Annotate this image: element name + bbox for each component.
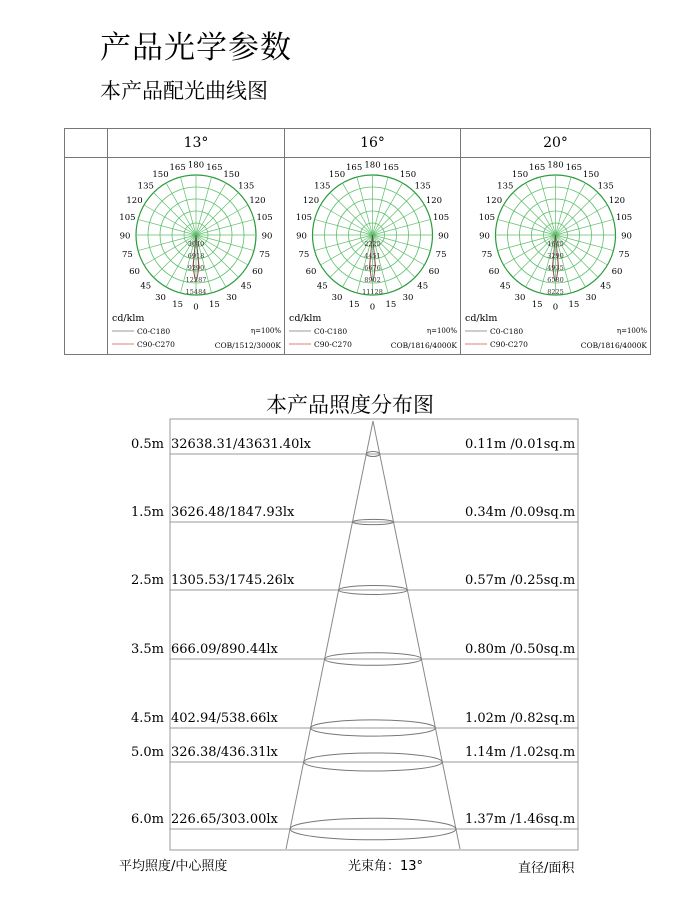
polar-angle-label: 120 bbox=[608, 196, 626, 206]
illuminance-value: 402.94/538.66lx bbox=[171, 711, 278, 726]
polar-angle-label: 90 bbox=[296, 231, 307, 242]
beam-left-edge bbox=[286, 421, 373, 849]
polar-angle-label: 135 bbox=[597, 181, 614, 192]
diameter-area-value: 0.80m /0.50sq.m bbox=[465, 642, 576, 657]
polar-angle-label: 45 bbox=[499, 281, 511, 292]
polar-angle-label: 120 bbox=[425, 196, 443, 206]
distance-label: 3.5m bbox=[131, 642, 165, 657]
polar-angle-label: 105 bbox=[256, 213, 273, 224]
polar-angle-label: 45 bbox=[140, 281, 152, 292]
polar-angle-label: 90 bbox=[261, 231, 273, 242]
diameter-area-value: 1.37m /1.46sq.m bbox=[465, 812, 576, 827]
polar-ring-value: 2225 bbox=[364, 240, 381, 248]
polar-angle-label: 150 bbox=[328, 170, 346, 181]
polar-angle-label: 150 bbox=[399, 170, 417, 181]
polar-angle-label: 180 bbox=[187, 160, 205, 171]
polar-angle-label: 135 bbox=[238, 181, 255, 192]
polar-angle-label: 90 bbox=[438, 231, 449, 242]
section-title-polar: 本产品配光曲线图 bbox=[100, 79, 268, 103]
polar-angle-label: 15 bbox=[172, 300, 184, 311]
polar-angle-label: 135 bbox=[497, 181, 514, 192]
polar-angle-label: 45 bbox=[417, 281, 429, 292]
panel-spec: COB/1816/4000K bbox=[580, 341, 647, 350]
polar-angle-label: 15 bbox=[385, 300, 397, 311]
illuminance-value: 666.09/890.44lx bbox=[171, 642, 278, 657]
illuminance-value: 226.65/303.00lx bbox=[171, 812, 278, 827]
legend-c90: C90-C270 bbox=[490, 340, 528, 349]
distance-label: 5.0m bbox=[131, 745, 165, 760]
polar-angle-label: 120 bbox=[126, 196, 143, 206]
footer-average-center: 平均照度/中心照度 bbox=[119, 859, 228, 874]
polar-angle-label: 75 bbox=[618, 249, 630, 260]
diameter-area-value: 0.11m /0.01sq.m bbox=[465, 437, 576, 452]
polar-angle-label: 150 bbox=[223, 170, 240, 181]
polar-angle-label: 15 bbox=[348, 300, 360, 311]
polar-ring-value: 8225 bbox=[547, 288, 564, 296]
illuminance-value: 326.38/436.31lx bbox=[171, 745, 278, 760]
diameter-area-value: 0.34m /0.09sq.m bbox=[465, 505, 576, 520]
polar-angle-label: 45 bbox=[240, 281, 252, 292]
polar-angle-label: 180 bbox=[547, 160, 564, 171]
polar-angle-label: 165 bbox=[382, 162, 399, 173]
diagram-frame bbox=[170, 419, 578, 850]
legend-c0: C0-C180 bbox=[490, 327, 524, 336]
diameter-area-value: 1.14m /1.02sq.m bbox=[465, 745, 576, 760]
polar-angle-label: 60 bbox=[611, 267, 623, 277]
polar-angle-label: 75 bbox=[259, 249, 270, 260]
polar-ring-value: 4935 bbox=[547, 264, 564, 272]
polar-angle-label: 30 bbox=[331, 292, 343, 303]
illuminance-value: 1305.53/1745.26lx bbox=[171, 573, 295, 588]
polar-angle-label: 165 bbox=[565, 162, 582, 173]
polar-angle-label: 165 bbox=[206, 162, 223, 173]
polar-ring-value: 3290 bbox=[547, 252, 564, 260]
efficiency-label: η=100% bbox=[616, 327, 647, 335]
distance-label: 2.5m bbox=[131, 573, 165, 588]
polar-ring-value: 1645 bbox=[547, 240, 564, 248]
legend-c0: C0-C180 bbox=[314, 327, 348, 336]
polar-angle-label: 75 bbox=[481, 249, 493, 260]
legend-c90: C90-C270 bbox=[314, 340, 352, 349]
polar-angle-label: 150 bbox=[511, 170, 529, 181]
polar-angle-label: 15 bbox=[531, 300, 543, 311]
footer-diameter-area: 直径/面积 bbox=[518, 861, 575, 876]
polar-angle-label: 120 bbox=[249, 196, 266, 206]
polar-angle-label: 90 bbox=[119, 231, 131, 242]
illuminance-value: 32638.31/43631.40lx bbox=[171, 437, 311, 452]
polar-ring-value: 6580 bbox=[547, 276, 564, 284]
polar-ring-value: 12287 bbox=[185, 276, 207, 284]
distance-label: 0.5m bbox=[131, 437, 165, 452]
polar-angle-label: 30 bbox=[226, 292, 237, 303]
polar-angle-label: 165 bbox=[169, 162, 186, 173]
polar-angle-label: 90 bbox=[621, 231, 632, 242]
polar-angle-label: 30 bbox=[155, 292, 166, 303]
polar-angle-label: 30 bbox=[514, 292, 526, 303]
polar-angle-label: 120 bbox=[302, 196, 320, 206]
beam-angle-header-16: 16° bbox=[285, 129, 461, 158]
polar-angle-label: 180 bbox=[364, 160, 381, 171]
polar-angle-label: 105 bbox=[432, 213, 450, 224]
diameter-area-value: 0.57m /0.25sq.m bbox=[465, 573, 576, 588]
illuminance-value: 3626.48/1847.93lx bbox=[171, 505, 295, 520]
distance-label: 6.0m bbox=[131, 812, 165, 827]
polar-ring-value: 6676 bbox=[364, 264, 381, 272]
distance-label: 4.5m bbox=[131, 711, 165, 726]
polar-angle-label: 135 bbox=[137, 181, 154, 192]
polar-angle-label: 75 bbox=[122, 249, 133, 260]
polar-angle-label: 75 bbox=[298, 249, 310, 260]
legend-c0: C0-C180 bbox=[137, 327, 171, 336]
polar-angle-label: 105 bbox=[615, 213, 633, 224]
polar-angle-label: 60 bbox=[488, 267, 500, 277]
polar-unit: cd/klm bbox=[112, 313, 145, 324]
polar-ring-value: 11128 bbox=[362, 288, 383, 296]
polar-angle-label: 105 bbox=[295, 213, 313, 224]
beam-angle-header-13: 13° bbox=[108, 129, 285, 158]
polar-angle-label: 15 bbox=[208, 300, 220, 311]
polar-angle-label: 105 bbox=[478, 213, 496, 224]
polar-angle-label: 60 bbox=[252, 267, 263, 277]
polar-ring-value: 4451 bbox=[364, 252, 381, 260]
polar-ring-value: 6918 bbox=[187, 252, 205, 260]
polar-angle-label: 60 bbox=[428, 267, 440, 277]
polar-angle-label: 150 bbox=[582, 170, 600, 181]
polar-angle-label: 165 bbox=[346, 162, 363, 173]
diameter-area-value: 1.02m /0.82sq.m bbox=[465, 711, 576, 726]
polar-angle-label: 60 bbox=[305, 267, 317, 277]
polar-angle-label: 165 bbox=[529, 162, 546, 173]
polar-angle-label: 45 bbox=[316, 281, 328, 292]
efficiency-label: η=100% bbox=[250, 327, 281, 335]
polar-angle-label: 75 bbox=[435, 249, 447, 260]
polar-angle-label: 30 bbox=[402, 292, 414, 303]
panel-spec: COB/1816/4000K bbox=[390, 341, 457, 350]
polar-angle-label: 150 bbox=[152, 170, 169, 181]
distance-label: 1.5m bbox=[131, 505, 165, 520]
polar-angle-label: 30 bbox=[585, 292, 597, 303]
page-title: 产品光学参数 bbox=[100, 30, 292, 66]
polar-angle-label: 120 bbox=[485, 196, 503, 206]
polar-unit: cd/klm bbox=[289, 313, 322, 324]
polar-angle-label: 0 bbox=[369, 302, 376, 313]
polar-angle-label: 0 bbox=[552, 302, 559, 313]
section-title-illuminance: 本产品照度分布图 bbox=[266, 393, 434, 417]
polar-angle-label: 135 bbox=[414, 181, 431, 192]
polar-angle-label: 135 bbox=[314, 181, 331, 192]
efficiency-label: η=100% bbox=[426, 327, 457, 335]
polar-angle-label: 45 bbox=[600, 281, 612, 292]
polar-angle-label: 90 bbox=[479, 231, 490, 242]
beam-right-edge bbox=[373, 421, 460, 849]
polar-ring-value: 3640 bbox=[187, 240, 205, 248]
polar-ring-value: 15484 bbox=[185, 288, 207, 296]
polar-angle-label: 15 bbox=[568, 300, 580, 311]
polar-ring-value: 9290 bbox=[187, 264, 205, 272]
panel-spec: COB/1512/3000K bbox=[214, 341, 281, 350]
polar-ring-value: 8902 bbox=[364, 276, 381, 284]
legend-c90: C90-C270 bbox=[137, 340, 175, 349]
polar-unit: cd/klm bbox=[465, 313, 498, 324]
polar-angle-label: 0 bbox=[193, 302, 199, 313]
polar-angle-label: 60 bbox=[129, 267, 140, 277]
footer-beam-angle: 光束角：13° bbox=[348, 859, 424, 874]
beam-angle-header-20: 20° bbox=[461, 129, 651, 158]
polar-angle-label: 105 bbox=[119, 213, 136, 224]
